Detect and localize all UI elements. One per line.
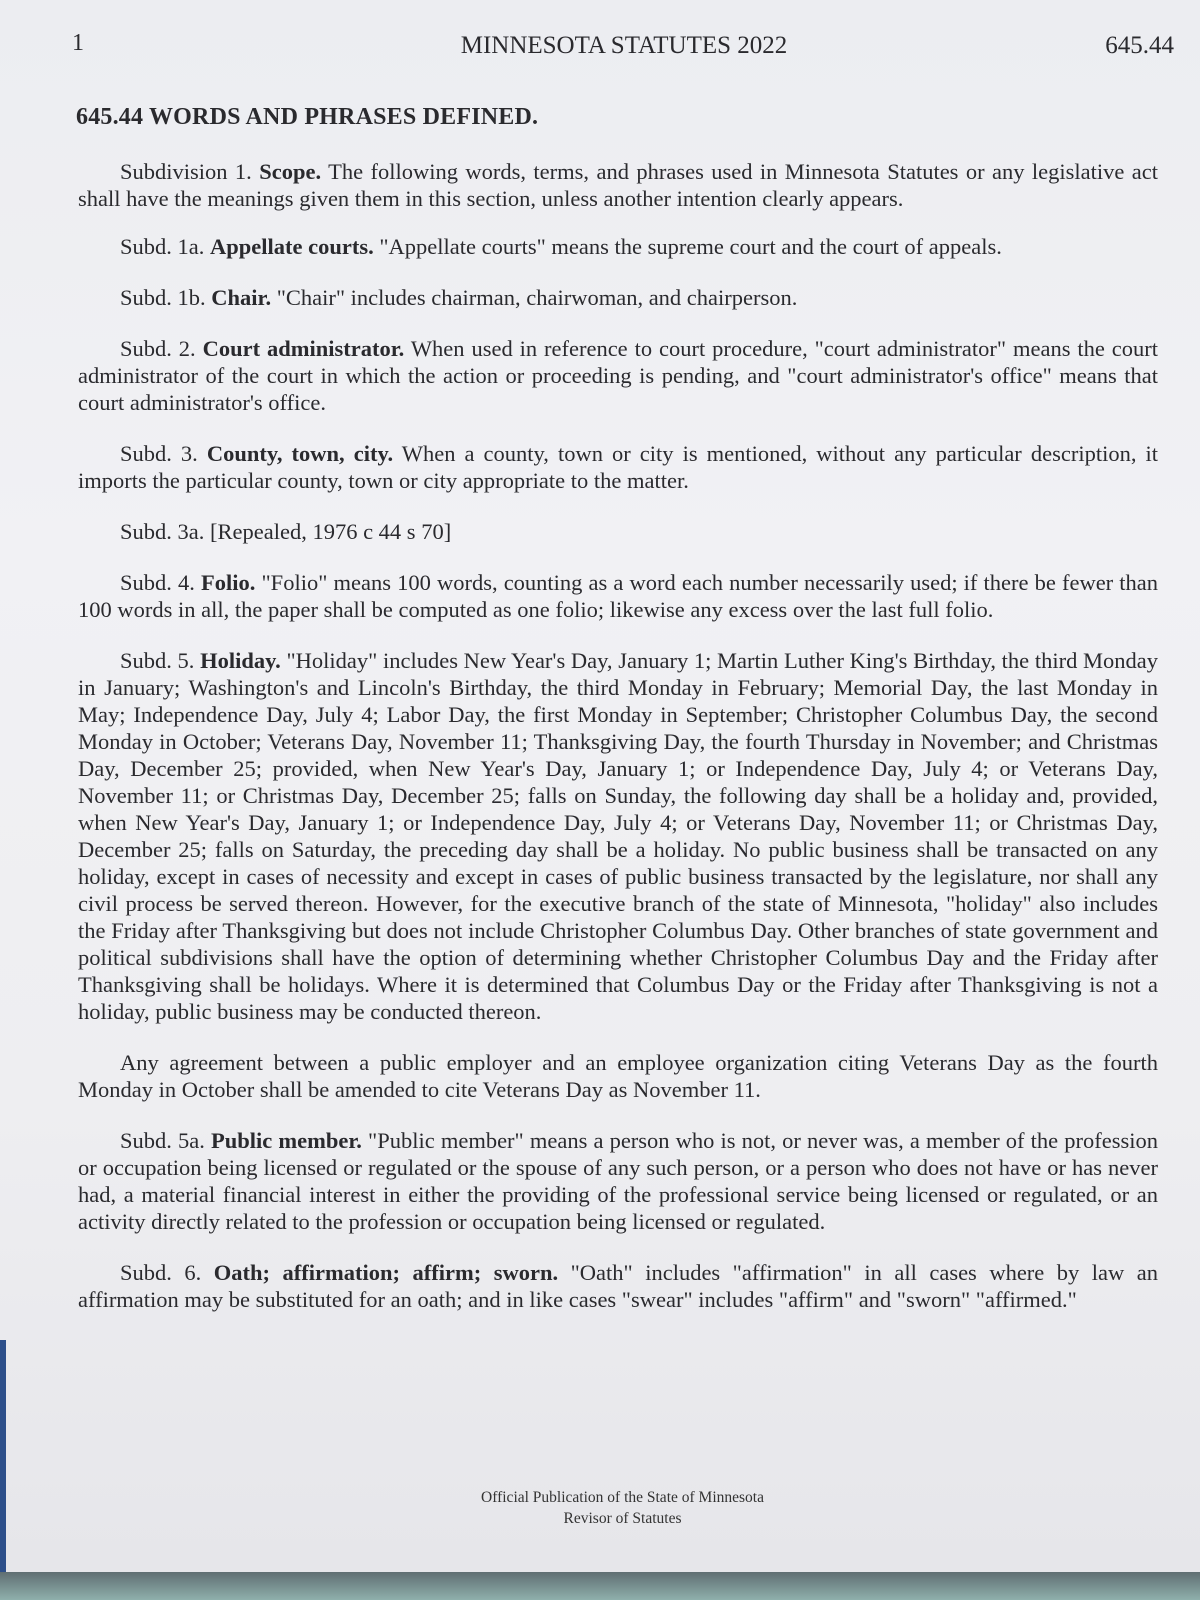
subdivision-text: "Holiday" includes New Year's Day, January 1; Martin Luther King's Birthday, the third Monday in January; Washington's and Lincoln's Birthday, the third Monday in February; Memorial Day, the last Monday in May; Independence Day, July 4; Labor Day, the first Monday in September; Christopher Columbus Day, the second Monday in October; Veterans Day, November 11; Thanksgiving Day, the fourth Thursday in November; and Christmas Day, December 25; provided, when New Year's Day, January 1; or Independence Day, July 4; or Veterans Day, November 11; or Christmas Day, December 25; falls on Sunday, the following day shall be a holiday and, provided, when New Year's Day, January 1; or Independence Day, July 4; or Veterans Day, November 11; or Christmas Day, December 25; falls on Saturday, the preceding day shall be a holiday. No public business shall be transacted on any holiday, except in cases of necessity and except in cases of public business transacted by the legislature, nor shall any civil process be served thereon. However, for the executive branch of the state of Minnesota, "holiday" also includes the Friday after Thanksgiving but does not include Christopher Columbus Day. Other branches of state government and political subdivisions shall have the option of determining whether Christopher Columbus Day and the Friday after Thanksgiving shall be holidays. Where it is determined that Columbus Day or the Friday after Thanksgiving is not a holiday, public business may be conducted thereon. [78, 648, 1158, 1024]
subdivision-heading: Chair. [211, 285, 272, 310]
subdivision-text: "Chair" includes chairman, chairwoman, and chairperson. [271, 285, 798, 310]
page-header [0, 30, 1200, 64]
header-section-number: 645.44 [1105, 32, 1174, 59]
subdivision-5 [78, 647, 1158, 1025]
subdivision-text: "Public member" means a person who is not, or never was, a member of the profession or occupation being licensed or regulated or the spouse of any such person, or a person who does not have or has never had, a material financial interest in either the providing of the professional service being licensed or regulated, or an activity directly related to the profession or occupation being licensed or regulated. [78, 1128, 1159, 1234]
footer-revisor: Revisor of Statutes [563, 1510, 682, 1527]
subdivision-5a [78, 1127, 1158, 1235]
background-surface [0, 1572, 1200, 1600]
subdivision-3 [78, 440, 1158, 494]
subdivision-2 [78, 335, 1158, 416]
subdivision-6 [78, 1259, 1158, 1313]
subdivision-label: Subd. 1a. [120, 234, 205, 259]
page-footer [0, 1487, 1200, 1529]
subdivision-heading: Appellate courts. [210, 234, 374, 259]
document-title: 645.44 WORDS AND PHRASES DEFINED. [76, 104, 539, 130]
header-page-number: 1 [72, 30, 84, 56]
subdivision-text: "Oath" includes "affirmation" in all cases where by law an affirmation may be substituted for an oath; and in like cases "swear" includes "affirm" and "sworn" "affirmed." [78, 1260, 1159, 1312]
subdivision-1a [78, 233, 1158, 260]
subdivision-label: Subd. 1b. [120, 285, 206, 310]
subdivision-3a [78, 518, 1158, 545]
subdivision-label: Subd. 6. [120, 1260, 202, 1285]
subdivision-heading: Scope. [259, 159, 322, 184]
header-title: MINNESOTA STATUTES 2022 [460, 32, 788, 59]
subdivision-label: Subd. 2. [120, 336, 196, 361]
binder-edge [0, 1340, 6, 1572]
subdivision-text: When a county, town or city is mentioned, without any particular description, it imports the particular county, town or city appropriate to the matter. [78, 441, 1158, 493]
subdivision-label: Subd. 4. [120, 570, 195, 595]
subdivision-heading: Court administrator. [202, 336, 405, 361]
subdivision-label: Subd. 3. [120, 441, 198, 466]
subdivision-4 [78, 569, 1158, 623]
subdivision-heading: Folio. [201, 570, 256, 595]
subdivision-text: [Repealed, 1976 c 44 s 70] [204, 519, 452, 544]
subdivision-heading: Public member. [211, 1128, 362, 1153]
subdivision-1b [78, 284, 1158, 311]
subdivision-1 [78, 158, 1158, 212]
subdivision-text: Any agreement between a public employer and an employee organization citing Veterans Day as the fourth Monday in October shall be amended to cite Veterans Day as November 11. [78, 1050, 1158, 1102]
statute-body [78, 158, 1158, 1313]
subdivision-5-continuation [78, 1049, 1158, 1103]
subdivision-text: "Appellate courts" means the supreme court and the court of appeals. [373, 234, 1002, 259]
subdivision-label: Subd. 3a. [120, 519, 205, 544]
subdivision-label: Subd. 5. [120, 648, 195, 673]
subdivision-heading: County, town, city. [206, 441, 394, 466]
subdivision-text: "Folio" means 100 words, counting as a word each number necessarily used; if there be fewer than 100 words in all, the paper shall be computed as one folio; likewise any excess over the last full folio. [78, 570, 1159, 622]
footer-publication: Official Publication of the State of Minnesota [481, 1489, 764, 1506]
subdivision-text: The following words, terms, and phrases used in Minnesota Statutes or any legislative act shall have the meanings given them in this section, unless another intention clearly appears. [78, 159, 1158, 211]
subdivision-label: Subdivision 1. [120, 159, 252, 184]
subdivision-text: When used in reference to court procedure, "court administrator" means the court administrator of the court in which the action or proceeding is pending, and "court administrator's office" means that court administrator's office. [78, 336, 1159, 415]
subdivision-heading: Holiday. [200, 648, 281, 673]
subdivision-label: Subd. 5a. [120, 1128, 205, 1153]
subdivision-heading: Oath; affirmation; affirm; sworn. [213, 1260, 559, 1285]
